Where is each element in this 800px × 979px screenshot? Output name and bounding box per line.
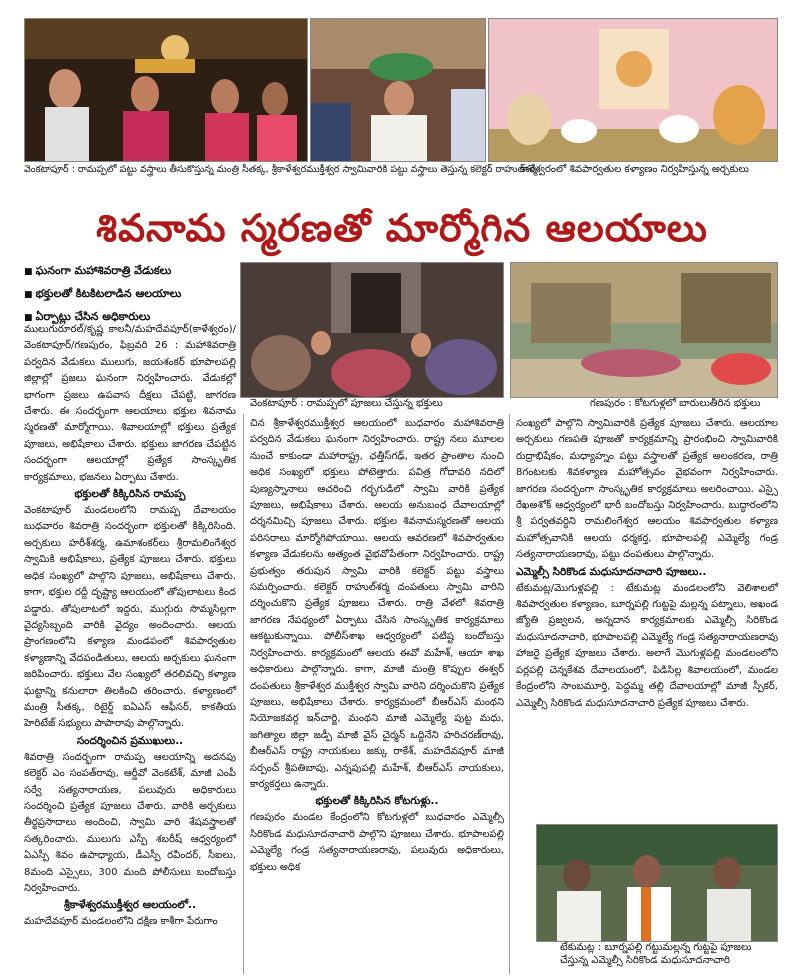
ritual-photo-icon [489, 19, 777, 161]
subheading: భక్తులతో కిక్కిరిసిన కోటగుళ్లు.. [315, 795, 439, 808]
column-divider [509, 414, 510, 974]
caption-top-right: కాళేశ్వరంలో శివపార్వతుల కళ్యాణం నిర్వహిస్తున్న అర్చకులు [520, 164, 749, 175]
paragraph: శివరాత్రి సందర్భంగా రామప్ప ఆలయాన్ని అదనపు కలెక్టర్‌ ఎం సంపత్‌రావు, ఆర్డీవో వెంకటేశ్‌, మాజీ ఎంపీ సర్వే సత్యనారాయణ, పలువురు అధికారులు సందర్శించి ప్రత్యేక పూజలు చేశారు. వారికి అర్చకులు తీర్థప్రసాదాలు అందించి, స్వామి వారి శేషవస్త్రాలతో సత్కరించారు. ములుగు ఎస్పీ శబరీష్‌ ఆధ్వర్యంలో ఏఎస్పీ శివం ఉపాధ్యాయ, డీఎస్పీ రవీందర్‌, సీఐలు, 8మంది ఎస్సైలు, 300 మంది పోలీసులు బందోబస్తు నిర్వహించారు. [24, 751, 236, 894]
subheading: సందర్శించిన ప్రముఖులు.. [76, 734, 184, 747]
subheading: శ్రీకాళేశ్వరముక్తీశ్వర ఆలయంలో.. [63, 899, 197, 912]
article-column-1 [24, 322, 236, 974]
paragraph: వెంకటాపూర్‌ మండలంలోని రామప్ప దేవాలయం బుధవారం శివరాత్రి సందర్భంగా భక్తులతో కిక్కిరిసింది. అర్చకులు హరీశ్‌శర్మ, ఉమాశంకర్‌లు శ్రీరామలింగేశ్వర స్వామికి అభిషేకాలు, ప్రత్యేక పూజలు చేశారు. భక్తులు అధిక సంఖ్యలో పాల్గొని పూజలు, అభిషేకాలు చేశారు. కాగా, భక్తుల రద్దీ దృష్ట్యా ఆలయంలో తోపులాటలు కింద పడ్డారు. తోపులాటలో ఇద్దరు, ముగ్గురు సొమ్మసిల్లగా వైద్యసిబ్బంది వారికి వైద్యం అందించారు. ఆలయ ప్రాంగణంలోని కళ్యాణ మండపంలో శివపార్వతుల కళ్యాణాన్ని వేదపండితులు, ఆలయ అర్చకులు ఘనంగా జరిపించారు. భక్తులు వేల సంఖ్యలో తరలివచ్చి కళ్యాణ ఘట్టాన్ని కనులారా తిలకించి తరించారు. కళ్యాణంలో మంత్రి సీతక్క, రిటైర్డ్‌ ఐఏఎస్‌ ఆఫీసర్‌, కాకతీయ హెరిటేజ్‌ సభ్యులు పాపారావు పాల్గొన్నారు. [24, 505, 236, 730]
photo-minister-offering [24, 18, 308, 162]
photo-mlc-puja [536, 824, 778, 942]
paragraph: గణపురం మండల కేంద్రంలోని కోటగుళ్లలో బుధవారం ఎమ్మెల్సీ సిరికొండ మధుసూదనాచారి పాల్గొని పూజలు చేశారు. భూపాలపల్లి ఎమ్మెల్యే గండ్ర సత్యనారాయణరావు, పలువురు అధికారులు, భక్తులు అధిక [250, 812, 504, 873]
subheading: ఎమ్మెల్సీ సిరికొండ మధుసూదనాచారి పూజలు.. [516, 565, 707, 578]
caption-mid-left: వెంకటాపూర్‌ : రామప్పలో పూజలు చేస్తున్న భక్తులు [250, 398, 443, 409]
paragraph: టేకుమట్ల/మొగుళ్లపల్లి : టేకుమట్ల మండలంలోని వెలిశాలలో శివపార్వతుల కళ్యాణం, బూర్నపల్లి గుట్టపై మల్లన్న పట్నాలు, అఖండ జ్యోతి ప్రజ్వలన, అన్నదాన కార్యక్రమాలకు ఎమ్మెల్సీ సిరికొండ మధుసూదనాచారి, భూపాలపల్లి ఎమ్మెల్యే గండ్ర సత్యనారాయణరావు హాజరై ప్రత్యేక పూజలు చేశారు. అలాగే మొగుళ్లపల్లి మండలంలోని పర్లపల్లి చెన్నకేశవ దేవాలయంలో, పిడిసిల్ల శివాలయంలో, మండల కేంద్రంలోని సాంబమూర్తి, పెద్దమ్మ తల్లి దేవాలయాల్లో మాజీ స్పీకర్‌, ఎమ్మెల్సీ సిరికొండ మధుసూదనాచారి ప్రత్యేక పూజలు చేశారు. [516, 582, 778, 709]
bullet-item: ■ ఏర్పాట్లు చేసిన అధికారులు [24, 306, 234, 329]
bullet-item: ■ భక్తులతో కిటకిటలాడిన ఆలయాలు [24, 283, 234, 306]
headline: శివనామ స్మరణతో మార్మోగిన ఆలయాలు [96, 206, 708, 250]
photo-kotagullu-queue [510, 262, 778, 398]
crowd-photo-icon [241, 263, 503, 397]
subheading: భక్తులతో కిక్కిరిసిన రామప్ప [74, 488, 186, 501]
photo-ramappa-devotees [240, 262, 504, 398]
photo-kalyanam [488, 18, 778, 162]
article-column-2 [250, 416, 504, 974]
caption-bottom-right-2: చేస్తున్న ఎమ్మెల్సీ సిరికొండ మధుసూదనాచారి [560, 955, 730, 966]
article-column-3 [516, 416, 778, 820]
paragraph: చిన శ్రీకాళేశ్వరముక్తీశ్వర ఆలయంలో బుధవారం మహాశివరాత్రి పర్వదిన వేడుకలు ఘనంగా నిర్వహించారు. రాష్ట్ర నలు మూలల నుంచే కాకుండా మహారాష్ట్ర, ఛత్తీస్‌గఢ్‌, ఇతర ప్రాంతాల నుంచి అధిక సంఖ్యలో భక్తులు పోటెత్తారు. పవిత్ర గోదావరి నదిలో పుణ్యస్నానాలు ఆచరించి గర్భగుడిలో స్వామి వారికి ప్రత్యేక పూజలు, అభిషేకాలు చేశారు. ఆలయ అనుబంధ దేవాలయాల్లో దర్శనమిచ్చి పూజలు చేశారు. భక్తుల శివనామస్మరణతో ఆలయ పరిసరాలు మార్మోగిపోయాయి. ఆలయ ఆవరణలో శివపార్వతుల కళ్యాణ వేడుకలను అత్యంత వైభవోపేతంగా నిర్వహించారు. రాష్ట్ర ప్రభుత్వం తరుపున స్వామి వారికి కలెక్టర్‌ పట్టు వస్త్రాలు సమర్పించారు. కలెక్టర్‌ రాహుల్‌శర్మ దంపతులు స్వామి వారిని దర్శించుకొని ప్రత్యేక పూజలు చేశారు. రాత్రి వేళలో శివరాత్రి జాగరణ నేపథ్యంలో ఏర్పాటు చేసిన సాంస్కృతిక కార్యక్రమాలు ఆకట్టుకున్నాయి. పోలీస్‌శాఖ ఆధ్వర్యంలో పటిష్ట బందోబస్తు నిర్వహించారు. కార్యక్రమంలో ఆలయ ఈవో మహేశ్‌, ఆయా శాఖ అధికారులు పాల్గొన్నారు. కాగా, మాజీ మంత్రి కొప్పుల ఈశ్వర్‌ దంపతులు శ్రీకాళేశ్వర ముక్తీశ్వర స్వామి వారిని దర్శించుకొని ప్రత్యేక పూజలు, అభిషేకాలు చేశారు. కార్యక్రమంలో బీఆర్‌ఎస్‌ మంథని నియోజకవర్గ ఇన్‌చార్జి, మంథని మాజీ ఎమ్మెల్యే పుట్ట మధు, జగిత్యాల జిల్లా జడ్పీ మాజీ వైస్‌ చైర్మన్‌ ఒద్దినేని హరిచరణ్‌రావు, బీఆర్‌ఎస్‌ రాష్ట్ర నాయకులు జక్కు రాకేశ్‌, మహదేవపూర్‌ మాజీ సర్పంచ్‌ శ్రీపతిబాపు, ఎన్నపుపల్లి మహేశ్‌, బీఆర్‌ఎస్‌ నాయకులు, కార్యకర్తలు ఉన్నారు. [250, 418, 504, 790]
paragraph: సంఖ్యలో పాల్గొని స్వామివారికి ప్రత్యేక పూజలు చేశారు. ఆలయాల అర్చకులు గణపతి పూజతో కార్యక్రమాన్ని ప్రారంభించి స్వామివారికి రుద్రాభిషేకం, మధ్యాహ్నం పట్టు వస్త్రాలతో ప్రత్యేక అలంకరణ, రాత్రి 8గంటలకు శివకళ్యాణ మహోత్సవం వైభవంగా నిర్వహించారు. జాగరణ సందర్భంగా సాంస్కృతిక కార్యక్రమాలు అలరించాయి. ఎస్సై రేఖఅశోక్‌ ఆధ్వర్యంలో భారీ బందోబస్తు నిర్వహించారు. బుద్ధారంలోని శ్రీ పర్వతవర్ధిని రామలింగేశ్వర ఆలయం శివపార్వతుల కళ్యాణ మహోత్సవానికి ఆలయ ధర్మకర్త, భూపాలపల్లి ఎమ్మెల్యే గండ్ర సత్యనారాయణరావు, పట్టు దంపతులు పాల్గొన్నారు. [516, 418, 778, 561]
temple-photo-icon [25, 19, 307, 161]
column-divider [243, 414, 244, 974]
caption-bottom-right-1: టేకుమట్ల : బూర్నపల్లి గట్టుమల్లన్న గుట్టపై పూజలు [560, 942, 752, 953]
caption-mid-right: గణపురం : కోటగుళ్లలో బారులుతీరిన భక్తులు [590, 398, 761, 409]
paragraph: మహదేవపూర్‌ మండలంలోని దక్షిణ కాశీగా పేరుగాం [24, 916, 218, 928]
paragraph: ములుగురూరల్‌/కృష్ణ కాలనీ/మహదేవపూర్‌(కాళేశ్వరం)/వెంకటాపూర్‌/గణపురం, ఫిబ్రవరి 26 : మహాశివరాత్రి పర్వదిన వేడుకలు ములుగు, జయశంకర్‌ భూపాలపల్లి జిల్లాల్లో ప్రజలు ఘనంగా నిర్వహించారు. వేడుకల్లో భాగంగా ప్రజలు ఉపవాస దీక్షలు చేపట్టి, జాగరణ చేశారు. ఈ సందర్భంగా ఆలయాలు భక్తుల శివనామ స్మరణతో మార్మోగాయి. శివాలయాల్లో భక్తులు ప్రత్యేక పూజలు, అభిషేకాలు చేశారు. భక్తులు జాగరణ చేపట్టిన సందర్భంగా ఆలయాల్లో ప్రత్యేక సాంస్కృతిక కార్యక్రమాలు, భజనలు ఏర్పాటు చేశారు. [24, 324, 236, 483]
summary-bullets [24, 260, 234, 329]
crowd-photo-icon [311, 19, 485, 161]
photo-collector-offering [310, 18, 486, 162]
temple-photo-icon [511, 263, 777, 397]
bullet-item: ■ ఘనంగా మహాశివరాత్రి వేడుకలు [24, 260, 234, 283]
caption-top-left: వెంకటాపూర్‌ : రామప్పలో పట్టు వస్త్రాలు తీసుకొస్తున్న మంత్రి సీతక్క, శ్రీకాళేశ్వరముక్తీశ్వర స్వామివారికి పట్టు వస్త్రాలు తెస్తున్న కలెక్టర్‌ రాహుల్‌శర్మ [24, 164, 538, 175]
politician-photo-icon [537, 825, 777, 941]
